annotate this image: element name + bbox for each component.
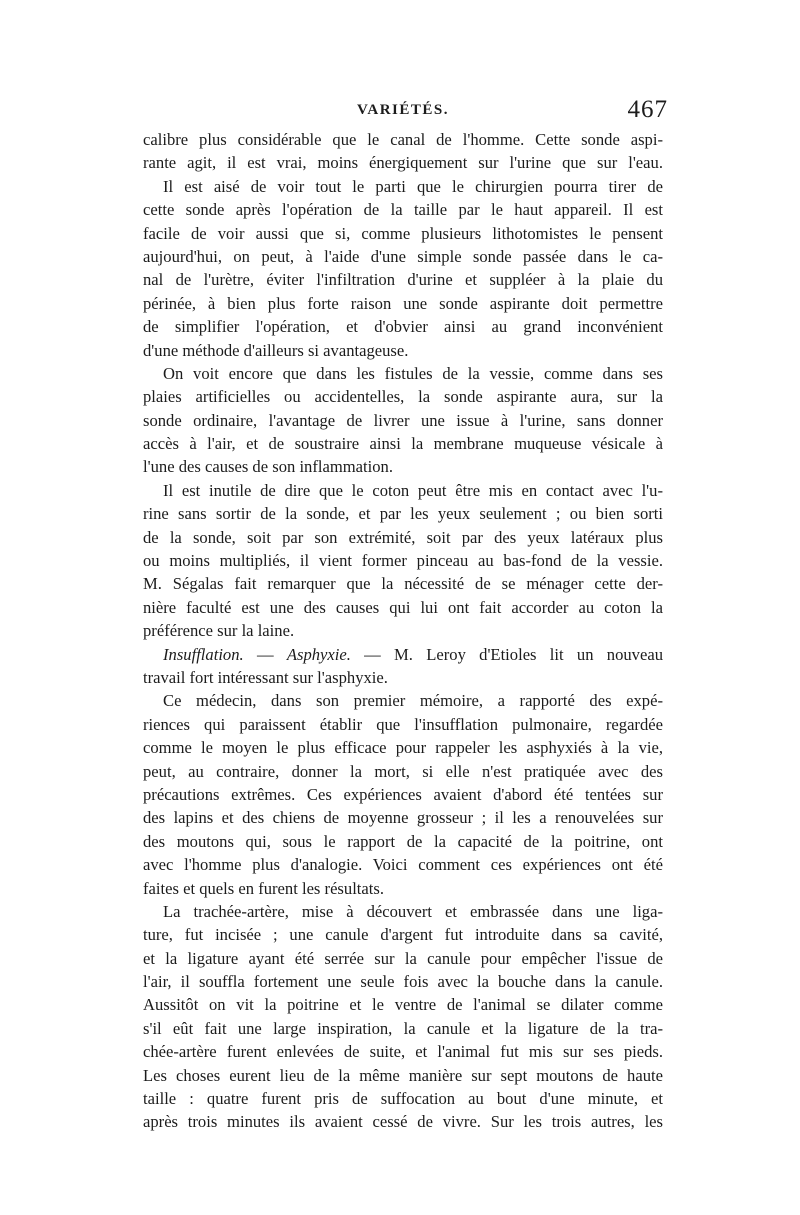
text-line: aujourd'hui, on peut, à l'aide d'une simple sonde passée dans le ca- [143, 246, 663, 266]
text-line: accès à l'air, et de soustraire ainsi la membrane muqueuse vésicale à [143, 434, 663, 454]
text-line: comme le moyen le plus efficace pour rappeler les asphyxiés à la vie, [143, 738, 663, 758]
text-line: peut, au contraire, donner la mort, si elle n'est pratiquée avec des [143, 761, 663, 781]
text-line: M. Ségalas fait remarquer que la nécessité de se ménager cette der- [143, 574, 663, 594]
text-line: rine sans sortir de la sonde, et par les yeux seulement ; ou bien sorti [143, 504, 663, 524]
paragraph-start-line: La trachée-artère, mise à découvert et embrassée dans une liga- [163, 901, 663, 921]
paragraph-start-line: Ce médecin, dans son premier mémoire, a rapporté des expé- [163, 691, 663, 711]
text-line: périnée, à bien plus forte raison une sonde aspirante doit permettre [143, 293, 663, 313]
text-line: nière faculté est une des causes qui lui ont fait accorder au coton la [143, 597, 663, 617]
rubric-dash: — [243, 644, 287, 664]
rubric-rest: — M. Leroy d'Etioles lit un nouveau [350, 644, 664, 664]
paragraph-end-line: l'une des causes de son inflammation. [143, 457, 393, 477]
text-line: de la sonde, soit par son extrémité, soit par des yeux latéraux plus [143, 527, 663, 547]
text-line: sonde ordinaire, l'avantage de livrer une issue à l'urine, sans donner [143, 410, 663, 430]
text-line: des lapins et des chiens de moyenne grosseur ; il les a renouvelées sur [143, 808, 663, 828]
page-number: 467 [627, 96, 668, 123]
text-line: avec l'homme plus d'analogie. Voici comment ces expériences ont été [143, 855, 663, 875]
text-line: des moutons qui, sous le rapport de la capacité de la poitrine, ont [143, 831, 663, 851]
paragraph-start-line: Il est aisé de voir tout le parti que le chirurgien pourra tirer de [163, 176, 663, 196]
text-line: facile de voir aussi que si, comme plusieurs lithotomistes le pensent [143, 223, 663, 243]
text-line: Aussitôt on vit la poitrine et le ventre de l'animal se dilater comme [143, 995, 663, 1015]
text-line: cette sonde après l'opération de la taille par le haut appareil. Il est [143, 200, 663, 220]
text-line: et la ligature ayant été serrée sur la canule pour empêcher l'issue de [143, 948, 663, 968]
text-line: taille : quatre furent pris de suffocation au bout d'une minute, et [143, 1089, 663, 1109]
text-line: rante agit, il est vrai, moins énergiquement sur l'urine que sur l'eau. [143, 153, 663, 173]
running-title: VARIÉTÉS. [356, 102, 449, 118]
text-line: nal de l'urètre, éviter l'infiltration d'urine et suppléer à la plaie du [143, 270, 663, 290]
rubric-asphyxie: Asphyxie. [286, 644, 351, 664]
paragraph-end-line: préférence sur la laine. [143, 621, 295, 641]
paragraph-start-line: Il est inutile de dire que le coton peut être mis en contact avec l'u- [163, 480, 663, 500]
paragraph-start-line: On voit encore que dans les fistules de la vessie, comme dans ses [163, 363, 663, 383]
text-line: ou moins multipliés, il vient former pinceau au bas-fond de la vessie. [143, 551, 663, 571]
text-line: calibre plus considérable que le canal de l'homme. Cette sonde aspi- [143, 130, 663, 149]
paragraph-end-line: faites et quels en furent les résultats. [143, 878, 384, 898]
text-line: ture, fut incisée ; une canule d'argent fut introduite dans sa cavité, [143, 925, 663, 945]
paragraph-end-line: travail fort intéressant sur l'asphyxie. [143, 667, 388, 687]
text-line: s'il eût fait une large inspiration, la canule et la ligature de la tra- [143, 1018, 663, 1038]
text-line: l'air, il souffla fortement une seule fois avec la bouche dans la canule. [143, 972, 663, 992]
section-rubric-line [143, 643, 663, 666]
text-line: riences qui paraissent établir que l'insufflation pulmonaire, regardée [143, 714, 663, 734]
text-line: de simplifier l'opération, et d'obvier ainsi au grand inconvénient [143, 317, 663, 337]
text-line: Les choses eurent lieu de la même manière sur sept moutons de haute [143, 1065, 663, 1085]
rubric-insufflation: Insufflation. [163, 644, 244, 664]
text-line: plaies artificielles ou accidentelles, la sonde aspirante aura, sur la [143, 387, 663, 407]
text-line: après trois minutes ils avaient cessé de vivre. Sur les trois autres, les [143, 1112, 663, 1132]
body-text [143, 128, 663, 1134]
paragraph-end-line: d'une méthode d'ailleurs si avantageuse. [143, 340, 409, 360]
text-line: chée-artère furent enlevées de suite, et l'animal fut mis sur ses pieds. [143, 1042, 663, 1062]
text-line: précautions extrêmes. Ces expériences avaient d'abord été tentées sur [143, 784, 663, 804]
